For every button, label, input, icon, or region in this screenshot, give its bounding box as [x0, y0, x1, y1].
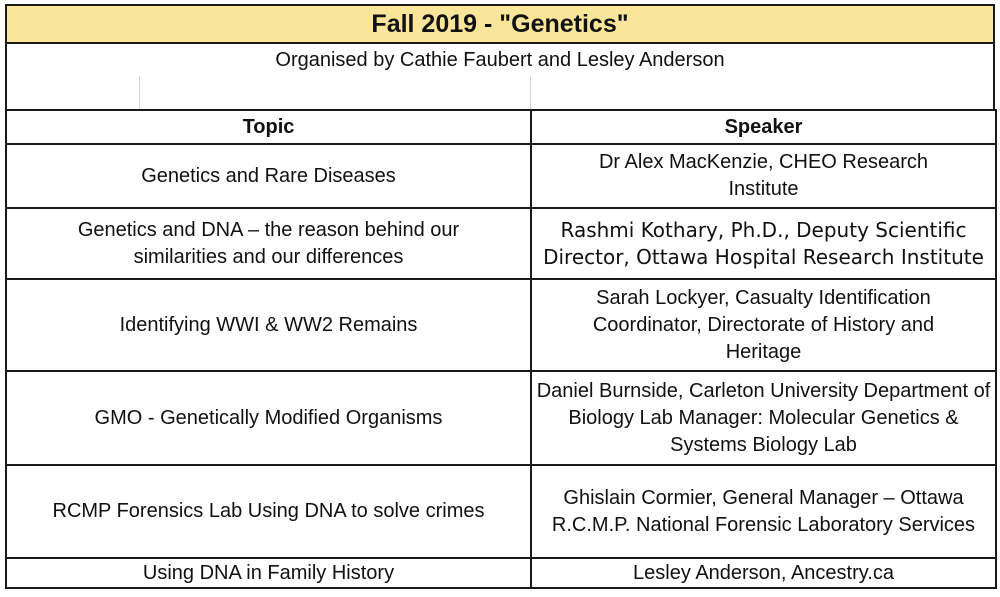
topics-table: [5, 109, 997, 589]
cell-gridline: [139, 76, 140, 109]
speaker-cell[interactable]: Daniel Burnside, Carleton University Department of Biology Lab Manager: Molecular Genetics & Systems Biology Lab: [531, 371, 996, 465]
topic-cell[interactable]: Genetics and Rare Diseases: [6, 144, 531, 208]
topic-cell[interactable]: Identifying WWI & WW2 Remains: [6, 279, 531, 371]
speaker-cell[interactable]: Dr Alex MacKenzie, CHEO Research Institute: [531, 144, 996, 208]
table-row: [6, 371, 996, 465]
cell-gridline: [530, 76, 531, 109]
table-row: [6, 279, 996, 371]
table-row: [6, 144, 996, 208]
topic-cell[interactable]: GMO - Genetically Modified Organisms: [6, 371, 531, 465]
topic-cell[interactable]: Genetics and DNA – the reason behind our similarities and our differences: [6, 208, 531, 279]
speaker-cell[interactable]: Rashmi Kothary, Ph.D., Deputy Scientific Director, Ottawa Hospital Research Institute: [531, 208, 996, 279]
organiser-text: Organised by Cathie Faubert and Lesley Anderson: [275, 48, 725, 71]
blank-row[interactable]: [5, 76, 995, 111]
sheet-bottom-strip: [5, 591, 995, 597]
topic-cell[interactable]: RCMP Forensics Lab Using DNA to solve crimes: [6, 465, 531, 558]
speaker-cell[interactable]: Ghislain Cormier, General Manager – Ottawa R.C.M.P. National Forensic Laboratory Services: [531, 465, 996, 558]
table-row: [6, 208, 996, 279]
organiser-cell[interactable]: [5, 42, 995, 78]
speaker-cell[interactable]: Sarah Lockyer, Casualty Identification Coordinator, Directorate of History and Heritage: [531, 279, 996, 371]
title-cell[interactable]: [5, 4, 995, 44]
speaker-cell[interactable]: Lesley Anderson, Ancestry.ca: [531, 558, 996, 588]
speaker-column-header[interactable]: Speaker: [531, 110, 996, 144]
table-header-row: [6, 110, 996, 144]
table-row: [6, 558, 996, 588]
page-title: Fall 2019 - "Genetics": [371, 9, 629, 38]
topic-cell[interactable]: Using DNA in Family History: [6, 558, 531, 588]
table-row: [6, 465, 996, 558]
topic-column-header[interactable]: Topic: [6, 110, 531, 144]
